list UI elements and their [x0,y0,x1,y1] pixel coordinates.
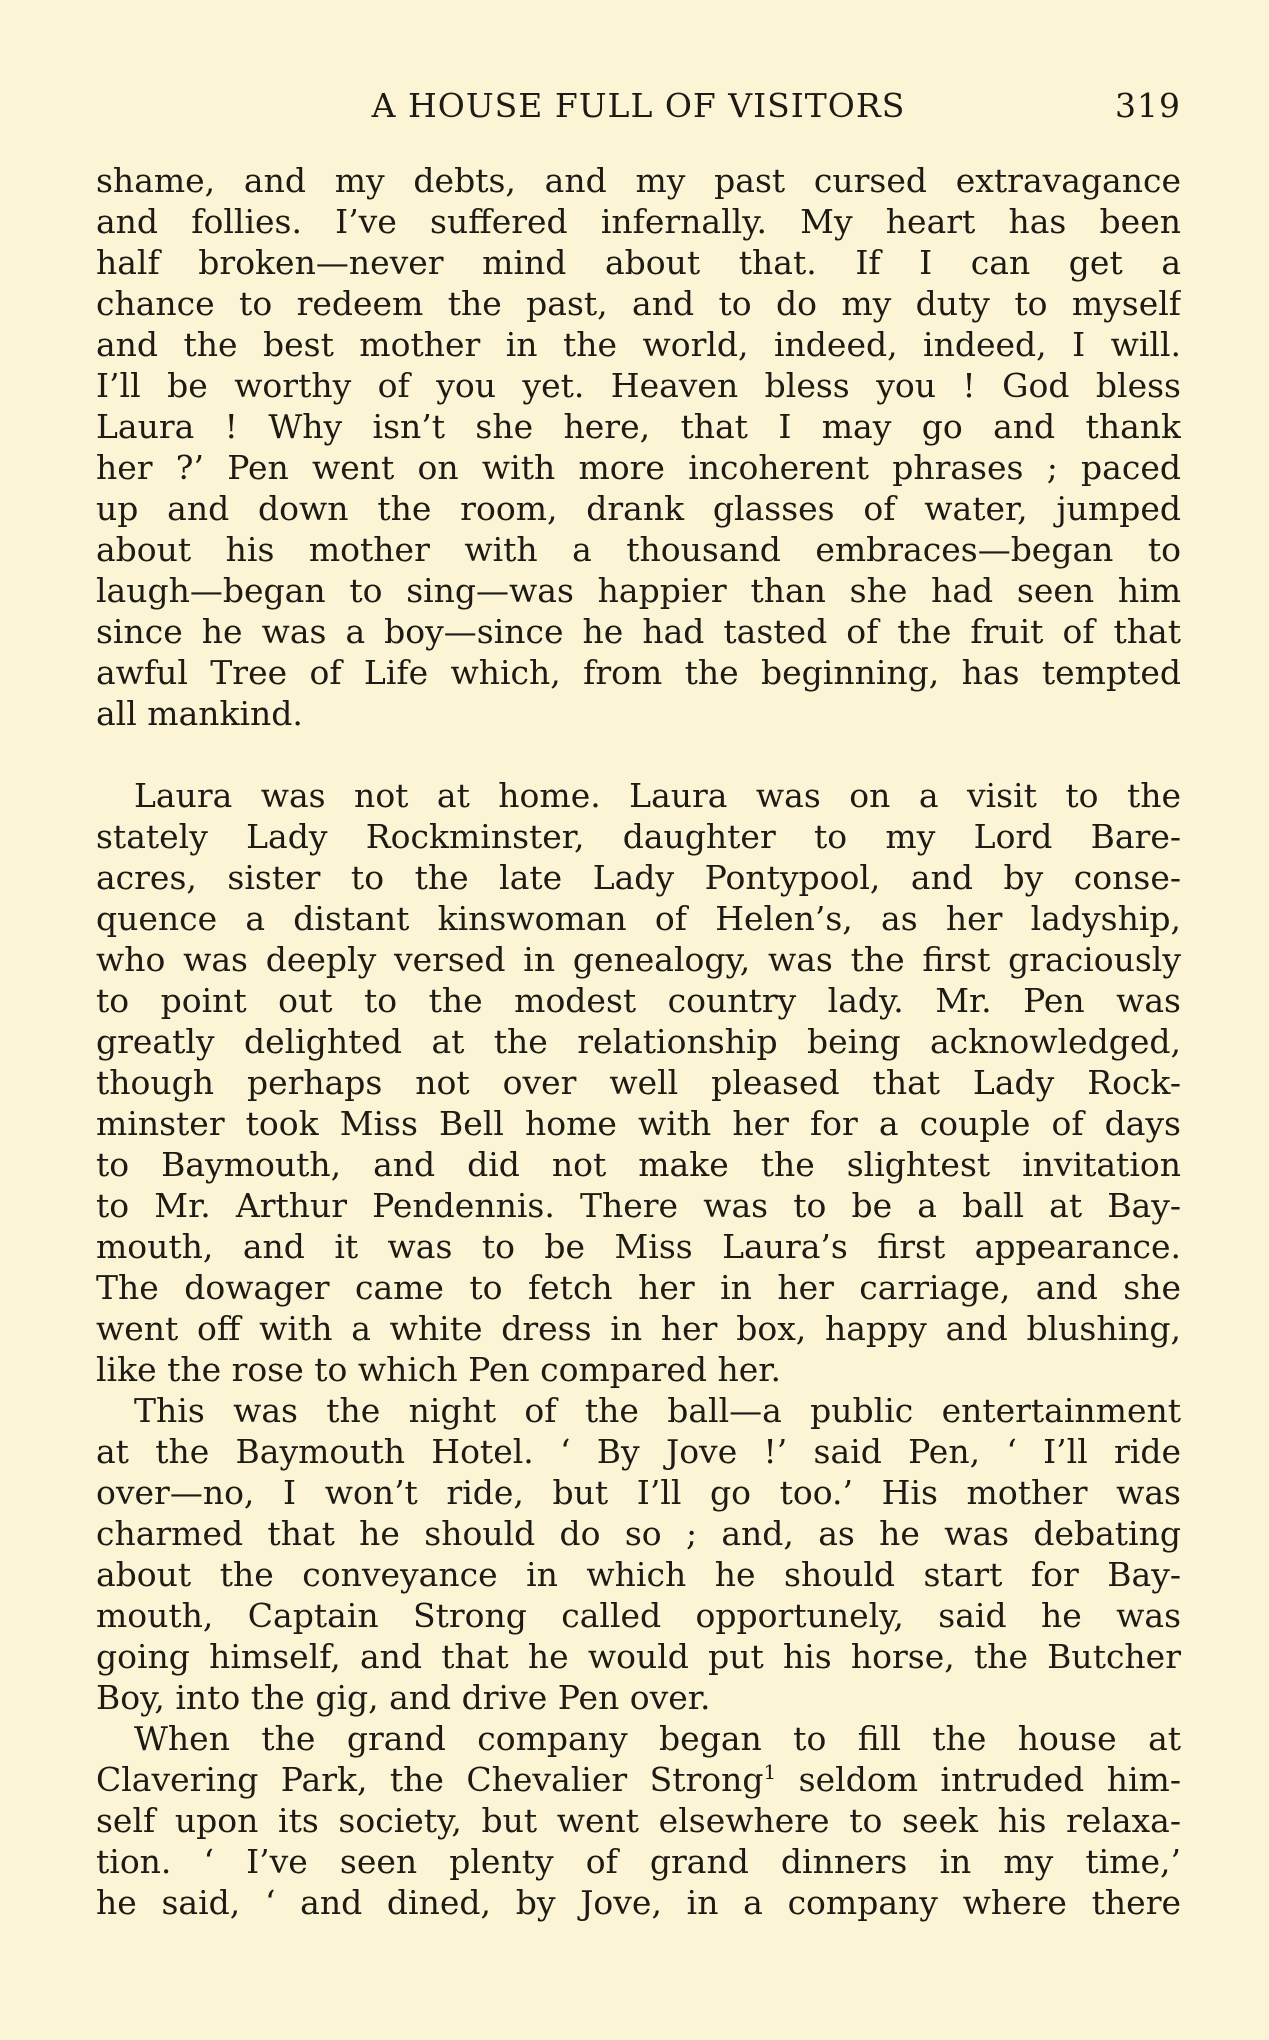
text-line: The dowager came to fetch her in her carriage, and she [96,1268,1181,1307]
text-line: though perhaps not over well pleased that Lady Rock- [96,1063,1181,1102]
text-line: greatly delighted at the relationship being acknowledged, [96,1022,1181,1061]
text-line: When the grand company began to fill the house at [134,1719,1181,1758]
text-line: minster took Miss Bell home with her for a couple of days [96,1104,1181,1143]
text-line: her ?’ Pen went on with more incoherent phrases ; paced [96,448,1181,487]
paragraph-gap [96,734,1181,775]
text-line: like the rose to which Pen compared her. [96,1350,781,1389]
text-line: This was the night of the ball—a public entertainment [134,1391,1181,1430]
text-line: about the conveyance in which he should start for Bay- [96,1555,1181,1594]
paragraph [96,775,1181,1390]
text-line: shame, and my debts, and my past cursed extravagance [96,161,1181,200]
text-line: stately Lady Rockminster, daughter to my Lord Bare- [96,817,1181,856]
paragraph [96,160,1181,734]
paragraph [96,1390,1181,1718]
text-line: mouth, Captain Strong called opportunely, said he was [96,1596,1181,1635]
text-line: awful Tree of Life which, from the beginning, has tempted [96,653,1181,692]
text-line: to Baymouth, and did not make the slightest invitation [96,1145,1181,1184]
text-line: went off with a white dress in her box, happy and blushing, [96,1309,1181,1348]
text-line: quence a distant kinswoman of Helen’s, as her ladyship, [96,899,1181,938]
text-line: all mankind. [96,694,303,733]
text-line: half broken—never mind about that. If I can get a [96,243,1181,282]
text-line: self upon its society, but went elsewhere to seek his relaxa- [96,1801,1181,1840]
text-line: who was deeply versed in genealogy, was the first graciously [96,940,1181,979]
text-line: I’ll be worthy of you yet. Heaven bless you ! God bless [96,366,1181,405]
footnote-marker[interactable]: 1 [763,1760,777,1784]
text-line: Laura ! Why isn’t she here, that I may go and thank [96,407,1181,446]
text-line: Boy, into the gig, and drive Pen over. [96,1678,711,1717]
page-number: 319 [1115,86,1181,125]
text-line: and the best mother in the world, indeed, indeed, I will. [96,325,1181,364]
text-line: going himself, and that he would put his horse, the Butcher [96,1637,1181,1676]
text-line: over—no, I won’t ride, but I’ll go too.’ His mother was [96,1473,1181,1512]
text-line-with-footnote [96,1759,1181,1800]
text-line: chance to redeem the past, and to do my duty to myself [96,284,1181,323]
text-line: laugh—began to sing—was happier than she had seen him [96,571,1181,610]
text-line: and follies. I’ve suffered infernally. My heart has been [96,202,1181,241]
text-line: acres, sister to the late Lady Pontypool, and by conse- [96,858,1181,897]
text-line: since he was a boy—since he had tasted of the fruit of that [96,612,1181,651]
text-line: up and down the room, drank glasses of water, jumped [96,489,1181,528]
text-line: charmed that he should do so ; and, as he was debating [96,1514,1181,1553]
paragraph [96,1718,1181,1923]
body-text [96,160,1181,1923]
text-line: to point out to the modest country lady. Mr. Pen was [96,981,1181,1020]
text-line: to Mr. Arthur Pendennis. There was to be a ball at Bay- [96,1186,1181,1225]
running-head [96,80,1181,130]
text-fragment: seldom intruded him- [776,1760,1181,1799]
text-line: mouth, and it was to be Miss Laura’s first appearance. [96,1227,1181,1266]
running-title: A HOUSE FULL OF VISITORS [371,86,906,125]
text-line: at the Baymouth Hotel. ‘ By Jove !’ said Pen, ‘ I’ll ride [96,1432,1181,1471]
text-line: about his mother with a thousand embraces—began to [96,530,1181,569]
text-line: Laura was not at home. Laura was on a visit to the [134,776,1181,815]
text-fragment: Clavering Park, the Chevalier Strong [96,1760,764,1799]
text-line: tion. ‘ I’ve seen plenty of grand dinners in my time,’ [96,1842,1181,1881]
text-line: he said, ‘ and dined, by Jove, in a company where there [96,1883,1181,1922]
